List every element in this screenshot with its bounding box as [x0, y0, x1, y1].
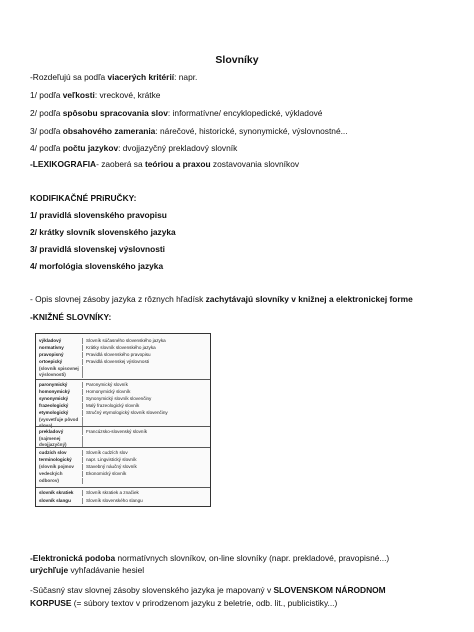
table-value: Slovník slovenského slangu — [82, 498, 210, 504]
kodif-item-text: 3/ pravidlá slovenskej výslovnosti — [30, 244, 165, 254]
table-value — [82, 478, 210, 484]
table-key: (slovník spisovnej výslovnosti) — [39, 366, 79, 377]
table-row — [36, 457, 210, 463]
table-row — [36, 498, 210, 504]
knizne-heading — [30, 312, 450, 323]
table-value: Slovník cudzích slov — [82, 450, 210, 456]
table-row — [36, 345, 210, 351]
lexikografia-term: -LEXIKOGRAFIA — [30, 159, 97, 169]
table-row — [36, 429, 210, 435]
criteria-item-2 — [30, 108, 450, 119]
table-divider — [36, 426, 210, 427]
intro-text: -Rozdeľujú sa podľa — [30, 72, 108, 82]
urychluje-text: vyhľadávanie hesiel — [68, 565, 145, 575]
lexikografia-text-end: zostavovania slovníkov — [210, 159, 300, 169]
table-row — [36, 382, 210, 388]
criteria-value: : dvojjazyčný prekladový slovník — [118, 143, 238, 153]
table-key: terminologický — [39, 457, 72, 462]
table-key: paronymický — [39, 382, 68, 387]
kodif-item-3 — [30, 244, 450, 255]
urychluje-line — [30, 565, 450, 576]
table-value: Stavebný náučný slovník — [82, 464, 210, 470]
korpuse-line — [30, 598, 450, 609]
table-row — [36, 417, 210, 429]
table-divider — [36, 447, 210, 448]
table-key: homonymický — [39, 389, 70, 394]
kodif-item-text: 2/ krátky slovník slovenského jazyka — [30, 227, 176, 237]
intro-line — [30, 72, 450, 83]
kodif-item-1 — [30, 210, 450, 221]
table-value: Ekonomický slovník — [82, 471, 210, 477]
table-key: (vysvetľuje pôvod slova) — [39, 417, 79, 428]
korpuse-text: (= súbory textov v prirodzenom jazyku z beletrie, odb. lit., publicistiky...) — [71, 598, 338, 608]
lexikografia-bold: teóriou a praxou — [144, 159, 211, 169]
kodif-item-4 — [30, 261, 450, 272]
page-title: Slovníky — [215, 54, 259, 66]
table-value — [82, 366, 210, 378]
criteria-item-1 — [30, 90, 450, 101]
table-value: Slovník skratiek a značiek — [82, 490, 210, 496]
criteria-label: 2/ podľa — [30, 108, 63, 118]
elektronicka-bold: -Elektronická podoba — [30, 553, 116, 563]
table-key: ortoepický — [39, 359, 63, 364]
kodif-item-text: 1/ pravidlá slovenského pravopisu — [30, 210, 167, 220]
criteria-key: veľkosti — [62, 90, 95, 100]
kodif-heading-text: KODIFIKAČNÉ PRíRUČKY: — [30, 193, 137, 203]
elektronicka-line — [30, 553, 450, 564]
table-value — [82, 417, 210, 429]
kodif-heading — [30, 193, 450, 204]
kodif-item-2 — [30, 227, 450, 238]
table-key: cudzích slov — [39, 450, 67, 455]
table-key: frazeologický — [39, 403, 69, 408]
table-value: Synonymický slovník slovenčiny — [82, 396, 210, 402]
criteria-item-3 — [30, 126, 450, 137]
table-value: Pravidlá slovenskej výslovnosti — [82, 359, 210, 365]
table-key: (slovník pojmov — [39, 464, 74, 469]
table-value: Krátky slovník slovenského jazyka — [82, 345, 210, 351]
criteria-item-4 — [30, 143, 450, 154]
korpuse-bold: KORPUSE — [30, 598, 72, 608]
opis-bold: zachytávajú slovníky v knižnej a elektronickej forme — [205, 294, 413, 304]
table-value: Pravidlá slovenského pravopisu — [82, 352, 210, 358]
opis-text: - Opis slovnej zásoby jazyka z rôznych hľadísk — [30, 294, 206, 304]
criteria-label: 3/ podľa — [30, 126, 63, 136]
criteria-label: 4/ podľa — [30, 143, 63, 153]
criteria-key: počtu jazykov — [62, 143, 119, 153]
sucasny-bold: SLOVENSKOM NÁRODNOM — [273, 585, 386, 595]
dictionary-table-image — [35, 333, 211, 507]
table-value: Slovník súčasného slovenského jazyka — [82, 338, 210, 344]
intro-bold: viacerých kritérií — [107, 72, 175, 82]
table-value: Malý frazeologický slovník — [82, 403, 210, 409]
table-value: Stručný etymologický slovník slovenčiny — [82, 410, 210, 416]
criteria-value: : nárečové, historické, synonymické, výslovnostné... — [155, 126, 348, 136]
opis-line — [30, 294, 450, 305]
table-row — [36, 366, 210, 378]
lexikografia-line — [30, 159, 450, 170]
table-row — [36, 389, 210, 395]
table-row — [36, 471, 210, 477]
table-key: odborov) — [39, 478, 59, 483]
intro-text-end: : napr. — [174, 72, 198, 82]
table-divider — [36, 379, 210, 380]
table-row — [36, 410, 210, 416]
urychluje-bold: urýchľuje — [30, 565, 69, 575]
table-row — [36, 396, 210, 402]
sucasny-line — [30, 585, 450, 596]
table-row — [36, 464, 210, 470]
table-value: Paronymický slovník — [82, 382, 210, 388]
knizne-heading-text: -KNIŽNÉ SLOVNÍKY: — [30, 312, 112, 322]
kodif-item-text: 4/ morfológia slovenského jazyka — [30, 261, 164, 271]
criteria-value: : informatívne/ encyklopedické, výkladové — [167, 108, 323, 118]
criteria-label: 1/ podľa — [30, 90, 63, 100]
table-divider — [36, 487, 210, 488]
table-value: Homonymický slovník — [82, 389, 210, 395]
table-value: napr. Lingvistický slovník — [82, 457, 210, 463]
table-row — [36, 359, 210, 365]
lexikografia-text: - zaoberá sa — [96, 159, 145, 169]
table-key: prekladový — [39, 429, 64, 434]
table-key: slovník skratiek — [39, 490, 74, 495]
table-key: vedeckých — [39, 471, 63, 476]
table-key: normatívny — [39, 345, 64, 350]
table-key: (najmenej dvojjazyčný) — [39, 436, 67, 447]
criteria-value: : vreckové, krátke — [94, 90, 161, 100]
table-key: výkladový — [39, 338, 62, 343]
table-row — [36, 403, 210, 409]
table-value: Francúzsko-slovenský slovník — [82, 429, 210, 435]
table-key: slovník slangu — [39, 498, 71, 503]
table-key: synonymický — [39, 396, 69, 401]
table-key: pravopisný — [39, 352, 64, 357]
table-row — [36, 338, 210, 344]
sucasny-text: -Súčasný stav slovnej zásoby slovenského jazyka je mapovaný v — [30, 585, 274, 595]
table-row — [36, 478, 210, 484]
criteria-key: spôsobu spracovania slov — [62, 108, 168, 118]
elektronicka-text: normatívnych slovníkov, on-line slovníky (napr. prekladové, pravopisné...) — [115, 553, 390, 563]
table-row — [36, 450, 210, 456]
table-row — [36, 352, 210, 358]
table-row — [36, 490, 210, 496]
criteria-key: obsahového zamerania — [62, 126, 156, 136]
table-key: etymologický — [39, 410, 69, 415]
